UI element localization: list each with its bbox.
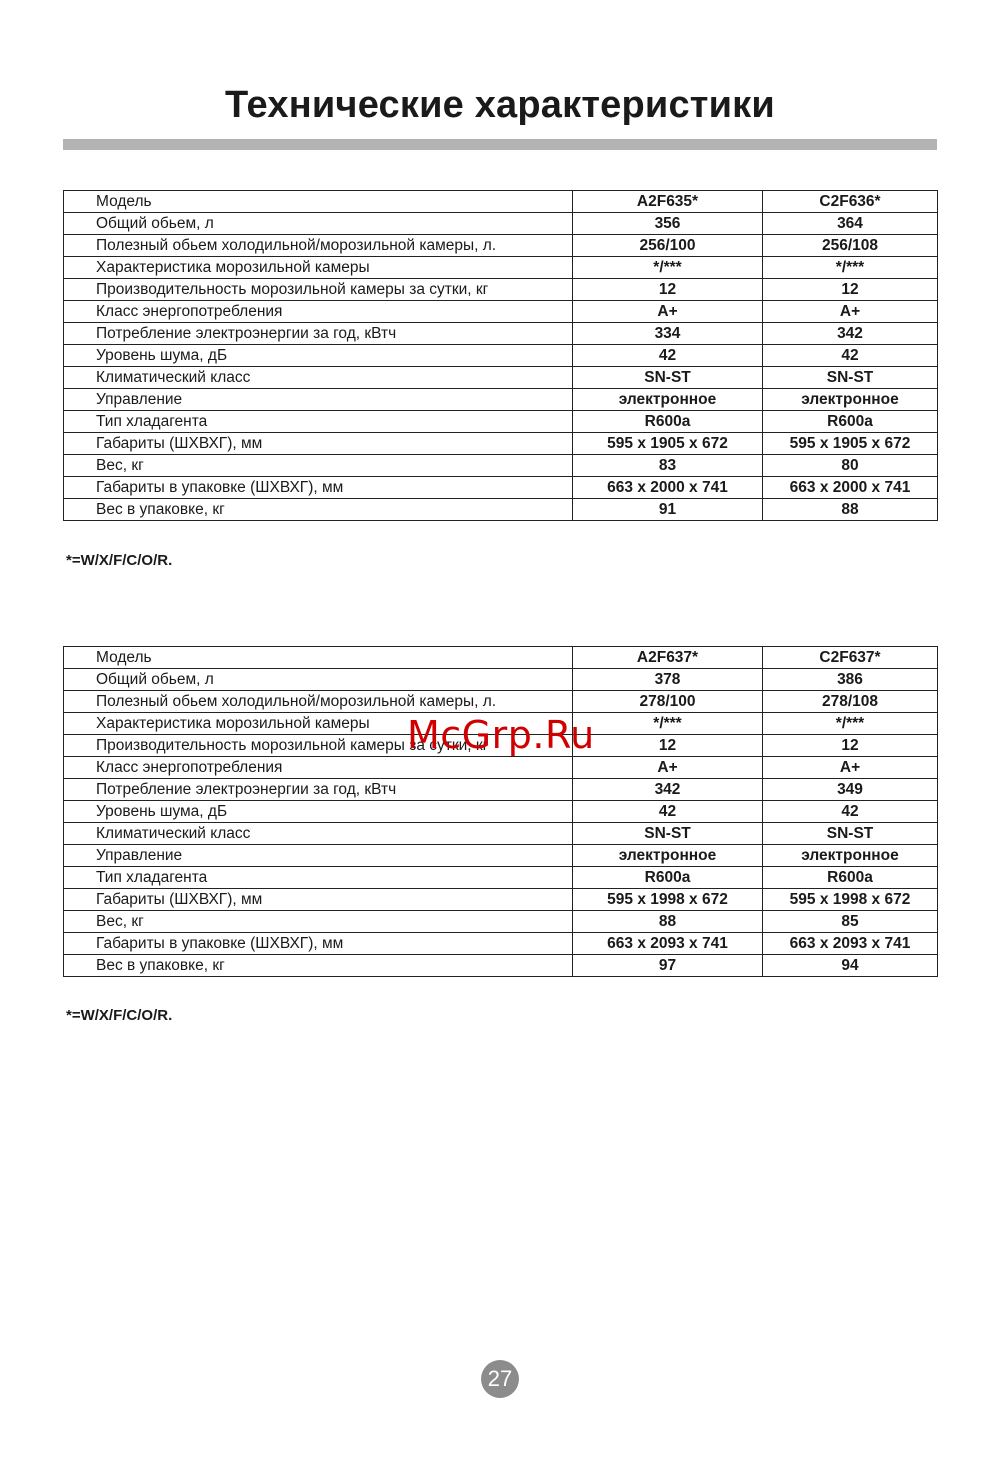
row-label: Уровень шума, дБ <box>64 801 573 823</box>
spec-table-2-body <box>64 647 938 977</box>
table-row <box>64 955 938 977</box>
value-cell-c2f636: 256/108 <box>763 235 938 257</box>
table-row <box>64 911 938 933</box>
row-label: Климатический класс <box>64 367 573 389</box>
row-label: Габариты в упаковке (ШХВХГ), мм <box>64 933 573 955</box>
table-row <box>64 411 938 433</box>
footnote-1: *=W/X/F/C/O/R. <box>66 552 173 569</box>
row-label: Полезный обьем холодильной/морозильной камеры, л. <box>64 691 573 713</box>
row-label: Потребление электроэнергии за год, кВтч <box>64 323 573 345</box>
value-cell-c2f637: 85 <box>763 911 938 933</box>
value-cell-a2f637: A+ <box>573 757 763 779</box>
row-label: Тип хладагента <box>64 411 573 433</box>
table-row <box>64 213 938 235</box>
value-cell-a2f635: 12 <box>573 279 763 301</box>
value-cell-a2f635: A2F635* <box>573 191 763 213</box>
table-row <box>64 889 938 911</box>
table-row <box>64 279 938 301</box>
value-cell-a2f637: SN-ST <box>573 823 763 845</box>
value-cell-c2f637: 278/108 <box>763 691 938 713</box>
watermark: McGrp.Ru <box>407 713 595 757</box>
row-label: Вес, кг <box>64 911 573 933</box>
value-cell-a2f635: электронное <box>573 389 763 411</box>
row-label: Потребление электроэнергии за год, кВтч <box>64 779 573 801</box>
value-cell-c2f636: 88 <box>763 499 938 521</box>
value-cell-c2f636: 663 x 2000 x 741 <box>763 477 938 499</box>
row-label: Вес в упаковке, кг <box>64 955 573 977</box>
table-row <box>64 801 938 823</box>
value-cell-a2f635: 595 x 1905 x 672 <box>573 433 763 455</box>
value-cell-a2f635: 83 <box>573 455 763 477</box>
value-cell-a2f635: R600a <box>573 411 763 433</box>
row-label: Класс энергопотребления <box>64 301 573 323</box>
page-number: 27 <box>481 1360 519 1398</box>
row-label: Производительность морозильной камеры за сутки, кг <box>64 279 573 301</box>
row-label: Вес в упаковке, кг <box>64 499 573 521</box>
table-row <box>64 823 938 845</box>
value-cell-c2f636: электронное <box>763 389 938 411</box>
table-row <box>64 499 938 521</box>
table-row <box>64 191 938 213</box>
value-cell-c2f636: SN-ST <box>763 367 938 389</box>
value-cell-c2f637: 94 <box>763 955 938 977</box>
value-cell-c2f637: 595 x 1998 x 672 <box>763 889 938 911</box>
value-cell-a2f635: 256/100 <box>573 235 763 257</box>
row-label: Полезный обьем холодильной/морозильной камеры, л. <box>64 235 573 257</box>
value-cell-c2f636: R600a <box>763 411 938 433</box>
table-row <box>64 477 938 499</box>
value-cell-c2f636: */*** <box>763 257 938 279</box>
row-label: Класс энергопотребления <box>64 757 573 779</box>
page-title: Технические характеристики <box>225 84 775 126</box>
value-cell-c2f637: SN-ST <box>763 823 938 845</box>
row-label: Модель <box>64 647 573 669</box>
table-row <box>64 455 938 477</box>
value-cell-a2f637: 97 <box>573 955 763 977</box>
table-row <box>64 691 938 713</box>
row-label: Климатический класс <box>64 823 573 845</box>
value-cell-c2f636: 42 <box>763 345 938 367</box>
value-cell-a2f635: A+ <box>573 301 763 323</box>
row-label: Габариты (ШХВХГ), мм <box>64 433 573 455</box>
value-cell-a2f637: электронное <box>573 845 763 867</box>
table-row <box>64 933 938 955</box>
table-row <box>64 345 938 367</box>
value-cell-a2f635: 91 <box>573 499 763 521</box>
value-cell-a2f637: 88 <box>573 911 763 933</box>
table-row <box>64 845 938 867</box>
value-cell-a2f635: 356 <box>573 213 763 235</box>
value-cell-a2f635: 663 x 2000 x 741 <box>573 477 763 499</box>
value-cell-c2f636: A+ <box>763 301 938 323</box>
value-cell-c2f637: электронное <box>763 845 938 867</box>
value-cell-c2f636: 342 <box>763 323 938 345</box>
value-cell-c2f636: 364 <box>763 213 938 235</box>
value-cell-c2f637: R600a <box>763 867 938 889</box>
value-cell-a2f637: 42 <box>573 801 763 823</box>
row-label: Производительность морозильной камеры за сутки, кг <box>64 735 573 757</box>
table-row <box>64 647 938 669</box>
table-row <box>64 433 938 455</box>
value-cell-a2f637: 595 x 1998 x 672 <box>573 889 763 911</box>
table-row <box>64 301 938 323</box>
table-row <box>64 323 938 345</box>
value-cell-a2f637: R600a <box>573 867 763 889</box>
value-cell-a2f637: 278/100 <box>573 691 763 713</box>
table-row <box>64 235 938 257</box>
table-row <box>64 389 938 411</box>
footnote-2: *=W/X/F/C/O/R. <box>66 1007 173 1024</box>
row-label: Габариты в упаковке (ШХВХГ), мм <box>64 477 573 499</box>
spec-table-2 <box>63 646 938 977</box>
row-label: Габариты (ШХВХГ), мм <box>64 889 573 911</box>
value-cell-a2f637: A2F637* <box>573 647 763 669</box>
value-cell-a2f637: 342 <box>573 779 763 801</box>
value-cell-a2f637: 12 <box>573 735 763 757</box>
table-row <box>64 367 938 389</box>
value-cell-c2f637: 386 <box>763 669 938 691</box>
table-row <box>64 779 938 801</box>
value-cell-c2f637: */*** <box>763 713 938 735</box>
table-row <box>64 257 938 279</box>
value-cell-c2f637: 349 <box>763 779 938 801</box>
value-cell-a2f637: */*** <box>573 713 763 735</box>
title-divider <box>63 139 937 150</box>
row-label: Характеристика морозильной камеры <box>64 257 573 279</box>
value-cell-a2f635: SN-ST <box>573 367 763 389</box>
value-cell-a2f635: */*** <box>573 257 763 279</box>
row-label: Общий обьем, л <box>64 669 573 691</box>
value-cell-a2f637: 378 <box>573 669 763 691</box>
row-label: Уровень шума, дБ <box>64 345 573 367</box>
value-cell-c2f636: 80 <box>763 455 938 477</box>
value-cell-c2f637: C2F637* <box>763 647 938 669</box>
row-label: Управление <box>64 845 573 867</box>
table-row <box>64 669 938 691</box>
row-label: Управление <box>64 389 573 411</box>
row-label: Тип хладагента <box>64 867 573 889</box>
table-row <box>64 757 938 779</box>
value-cell-a2f637: 663 x 2093 x 741 <box>573 933 763 955</box>
row-label: Характеристика морозильной камеры <box>64 713 573 735</box>
row-label: Модель <box>64 191 573 213</box>
value-cell-c2f636: 12 <box>763 279 938 301</box>
spec-table-1 <box>63 190 938 521</box>
value-cell-c2f637: 42 <box>763 801 938 823</box>
value-cell-c2f636: 595 x 1905 x 672 <box>763 433 938 455</box>
row-label: Общий обьем, л <box>64 213 573 235</box>
table-row <box>64 867 938 889</box>
value-cell-c2f637: A+ <box>763 757 938 779</box>
value-cell-a2f635: 42 <box>573 345 763 367</box>
value-cell-c2f637: 12 <box>763 735 938 757</box>
value-cell-c2f636: C2F636* <box>763 191 938 213</box>
value-cell-c2f637: 663 x 2093 x 741 <box>763 933 938 955</box>
row-label: Вес, кг <box>64 455 573 477</box>
spec-table-1-body <box>64 191 938 521</box>
value-cell-a2f635: 334 <box>573 323 763 345</box>
